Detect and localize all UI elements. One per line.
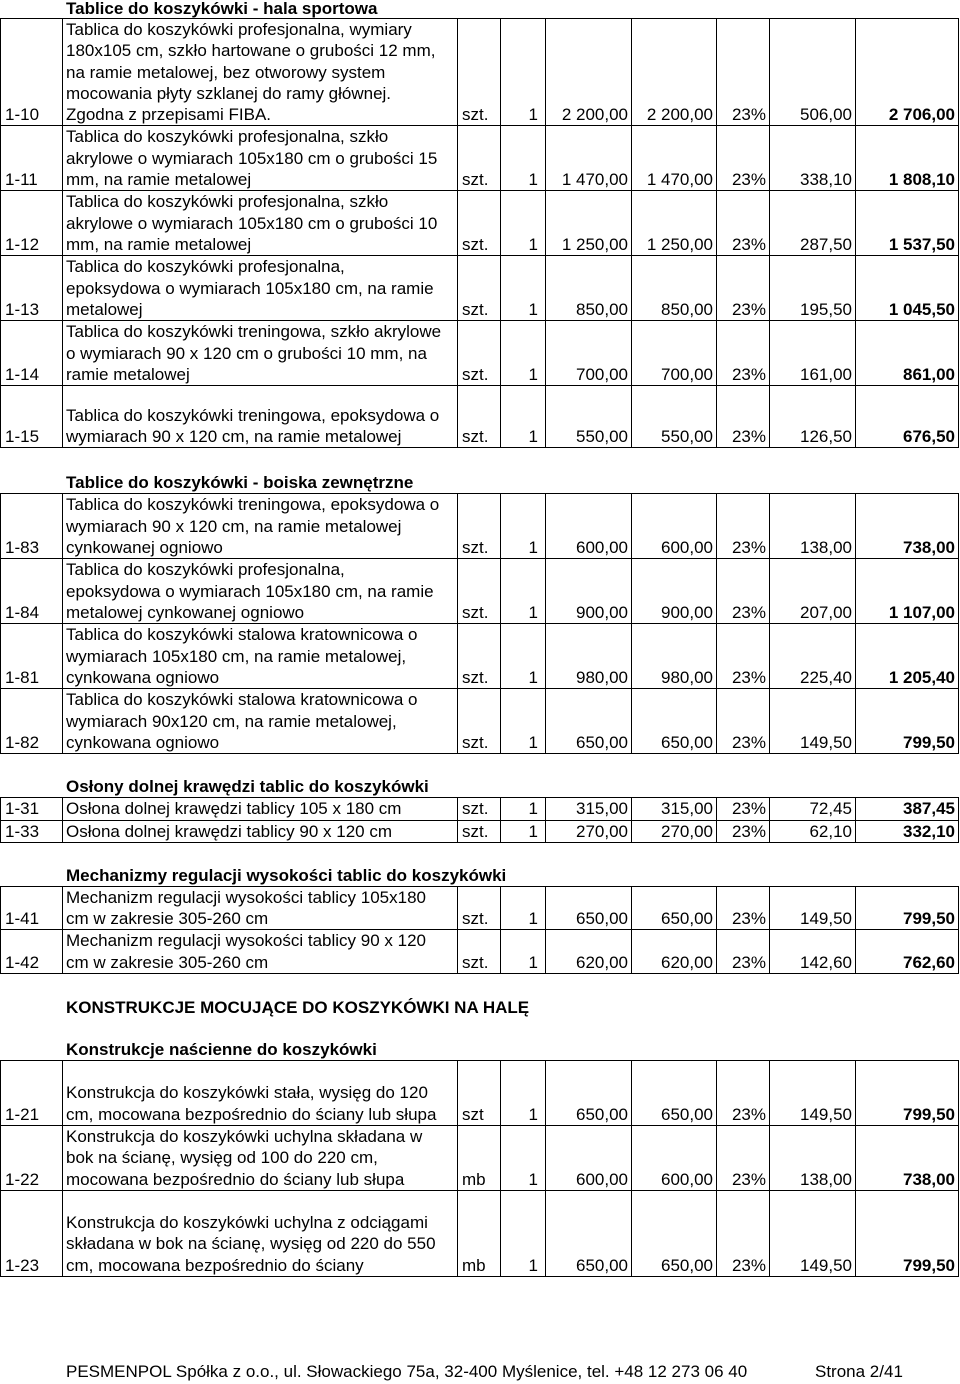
- unit-cell: szt: [458, 1061, 501, 1126]
- page-number: Strona 2/41: [815, 1362, 903, 1381]
- footer-company-info: PESMENPOL Spółka z o.o., ul. Słowackiego 75a, 32-400 Myślenice, tel. +48 12 273 06 40: [66, 1362, 748, 1381]
- description-line: Tablica do koszykówki treningowa, epoksydowa o: [66, 405, 440, 425]
- quantity-cell: 1: [501, 624, 546, 689]
- table-row: [1, 930, 959, 974]
- item-description: [63, 256, 458, 321]
- gross-value-cell: 799,50: [856, 689, 959, 754]
- vat-rate-cell: 23%: [717, 798, 770, 820]
- gross-value-cell: 2 706,00: [856, 19, 959, 126]
- description-line: Tablica do koszykówki treningowa, szkło akrylowe: [66, 322, 442, 342]
- unit-cell: szt.: [458, 820, 501, 842]
- item-description: [63, 321, 458, 386]
- gross-value-cell: 738,00: [856, 494, 959, 559]
- description-line: Osłona dolnej krawędzi tablicy 90 x 120 cm: [66, 821, 392, 841]
- price-list-table: [0, 886, 959, 974]
- group-heading: KONSTRUKCJE MOCUJĄCE DO KOSZYKÓWKI NA HALĘ: [66, 998, 530, 1018]
- unit-net-price-cell: 650,00: [546, 689, 632, 754]
- unit-cell: szt.: [458, 689, 501, 754]
- table-row: [1, 689, 959, 754]
- item-code: 1-42: [1, 930, 63, 974]
- vat-amount-cell: 161,00: [770, 321, 856, 386]
- quantity-cell: 1: [501, 930, 546, 974]
- vat-rate-cell: 23%: [717, 126, 770, 191]
- unit-net-price-cell: 650,00: [546, 886, 632, 930]
- net-value-cell: 1 250,00: [632, 191, 717, 256]
- quantity-cell: 1: [501, 820, 546, 842]
- description-line: cynkowana ogniowo: [66, 667, 220, 687]
- unit-net-price-cell: 700,00: [546, 321, 632, 386]
- description-line: Tablica do koszykówki profesjonalna, wymiary: [66, 20, 412, 39]
- item-code: 1-82: [1, 689, 63, 754]
- unit-net-price-cell: 980,00: [546, 624, 632, 689]
- description-line: cm w zakresie 305-260 cm: [66, 952, 269, 972]
- gross-value-cell: 1 045,50: [856, 256, 959, 321]
- quantity-cell: 1: [501, 689, 546, 754]
- item-code: 1-31: [1, 798, 63, 820]
- vat-rate-cell: 23%: [717, 930, 770, 974]
- vat-rate-cell: 23%: [717, 1126, 770, 1191]
- table-row: [1, 191, 959, 256]
- quantity-cell: 1: [501, 256, 546, 321]
- description-line: metalowej: [66, 300, 143, 320]
- gross-value-cell: 861,00: [856, 321, 959, 386]
- description-line: na ramie metalowej, bez otworowy system: [66, 62, 386, 82]
- vat-amount-cell: 287,50: [770, 191, 856, 256]
- section-spacer: [0, 754, 958, 776]
- gross-value-cell: 1 537,50: [856, 191, 959, 256]
- description-line: Mechanizm regulacji wysokości tablicy 90 x 120: [66, 931, 426, 951]
- description-line: 180x105 cm, szkło hartowane o grubości 12 mm,: [66, 41, 436, 61]
- item-description: [63, 559, 458, 624]
- vat-rate-cell: 23%: [717, 191, 770, 256]
- vat-rate-cell: 23%: [717, 886, 770, 930]
- item-description: [63, 19, 458, 126]
- unit-cell: szt.: [458, 930, 501, 974]
- net-value-cell: 2 200,00: [632, 19, 717, 126]
- section-spacer: [0, 1018, 958, 1039]
- item-description: [63, 191, 458, 256]
- table-row: [1, 798, 959, 820]
- unit-cell: szt.: [458, 321, 501, 386]
- item-description: [63, 689, 458, 754]
- quantity-cell: 1: [501, 1061, 546, 1126]
- table-row: [1, 820, 959, 842]
- net-value-cell: 600,00: [632, 494, 717, 559]
- unit-cell: szt.: [458, 191, 501, 256]
- quantity-cell: 1: [501, 191, 546, 256]
- item-code: 1-14: [1, 321, 63, 386]
- section-spacer: [0, 843, 958, 865]
- unit-net-price-cell: 550,00: [546, 386, 632, 448]
- vat-rate-cell: 23%: [717, 386, 770, 448]
- unit-cell: szt.: [458, 256, 501, 321]
- item-code: 1-81: [1, 624, 63, 689]
- unit-net-price-cell: 2 200,00: [546, 19, 632, 126]
- vat-rate-cell: 23%: [717, 689, 770, 754]
- quantity-cell: 1: [501, 386, 546, 448]
- description-line: wymiarach 90 x 120 cm, na ramie metalowej: [66, 516, 402, 536]
- unit-cell: szt.: [458, 886, 501, 930]
- gross-value-cell: 1 205,40: [856, 624, 959, 689]
- section-spacer: [0, 448, 958, 472]
- unit-net-price-cell: 270,00: [546, 820, 632, 842]
- description-line: akrylowe o wymiarach 105x180 cm o grubości 10: [66, 213, 438, 233]
- section-heading: Tablice do koszykówki - boiska zewnętrzne: [66, 473, 414, 493]
- description-line: Konstrukcja do koszykówki stała, wysięg do 120: [66, 1083, 428, 1103]
- vat-amount-cell: 138,00: [770, 1126, 856, 1191]
- description-line: mocowania płyty szklanej do ramy głównej.: [66, 83, 392, 103]
- item-description: [63, 1061, 458, 1126]
- item-code: 1-23: [1, 1191, 63, 1277]
- quantity-cell: 1: [501, 1191, 546, 1277]
- unit-cell: szt.: [458, 798, 501, 820]
- unit-net-price-cell: 1 250,00: [546, 191, 632, 256]
- vat-amount-cell: 72,45: [770, 798, 856, 820]
- net-value-cell: 650,00: [632, 1191, 717, 1277]
- quantity-cell: 1: [501, 126, 546, 191]
- net-value-cell: 850,00: [632, 256, 717, 321]
- table-row: [1, 1191, 959, 1277]
- unit-cell: mb: [458, 1191, 501, 1277]
- quantity-cell: 1: [501, 1126, 546, 1191]
- quantity-cell: 1: [501, 559, 546, 624]
- description-line: akrylowe o wymiarach 105x180 cm o grubości 15: [66, 148, 438, 168]
- description-line: metalowej cynkowanej ogniowo: [66, 602, 305, 622]
- description-line: Tablica do koszykówki profesjonalna,: [66, 257, 345, 277]
- item-code: 1-10: [1, 19, 63, 126]
- vat-amount-cell: 225,40: [770, 624, 856, 689]
- vat-rate-cell: 23%: [717, 19, 770, 126]
- description-line: epoksydowa o wymiarach 105x180 cm, na ramie: [66, 278, 434, 298]
- page-footer: [0, 1361, 960, 1383]
- net-value-cell: 650,00: [632, 1061, 717, 1126]
- net-value-cell: 620,00: [632, 930, 717, 974]
- vat-rate-cell: 23%: [717, 494, 770, 559]
- vat-rate-cell: 23%: [717, 1061, 770, 1126]
- price-list-table: [0, 493, 959, 754]
- unit-net-price-cell: 900,00: [546, 559, 632, 624]
- net-value-cell: 600,00: [632, 1126, 717, 1191]
- gross-value-cell: 1 808,10: [856, 126, 959, 191]
- vat-rate-cell: 23%: [717, 1191, 770, 1277]
- table-row: [1, 1061, 959, 1126]
- table-row: [1, 494, 959, 559]
- gross-value-cell: 799,50: [856, 886, 959, 930]
- vat-rate-cell: 23%: [717, 256, 770, 321]
- net-value-cell: 650,00: [632, 886, 717, 930]
- gross-value-cell: 387,45: [856, 798, 959, 820]
- item-description: [63, 494, 458, 559]
- item-description: [63, 820, 458, 842]
- unit-net-price-cell: 315,00: [546, 798, 632, 820]
- description-line: cynkowana ogniowo: [66, 732, 220, 752]
- unit-cell: szt.: [458, 624, 501, 689]
- description-line: Zgodna z przepisami FIBA.: [66, 105, 272, 125]
- description-line: składana w bok na ścianę, wysięg od 220 do 550: [66, 1234, 436, 1254]
- vat-amount-cell: 207,00: [770, 559, 856, 624]
- net-value-cell: 900,00: [632, 559, 717, 624]
- vat-amount-cell: 138,00: [770, 494, 856, 559]
- description-line: Tablica do koszykówki stalowa kratownicowa o: [66, 690, 418, 710]
- item-code: 1-83: [1, 494, 63, 559]
- item-description: [63, 624, 458, 689]
- description-line: Mechanizm regulacji wysokości tablicy 105x180: [66, 887, 426, 907]
- price-list-table: [0, 18, 959, 448]
- item-description: [63, 930, 458, 974]
- item-description: [63, 126, 458, 191]
- unit-net-price-cell: 650,00: [546, 1191, 632, 1277]
- vat-amount-cell: 126,50: [770, 386, 856, 448]
- vat-amount-cell: 142,60: [770, 930, 856, 974]
- description-line: mm, na ramie metalowej: [66, 235, 252, 255]
- section-heading: Mechanizmy regulacji wysokości tablic do koszykówki: [66, 865, 507, 885]
- net-value-cell: 700,00: [632, 321, 717, 386]
- vat-amount-cell: 62,10: [770, 820, 856, 842]
- vat-amount-cell: 149,50: [770, 1191, 856, 1277]
- quantity-cell: 1: [501, 886, 546, 930]
- description-line: o wymiarach 90 x 120 cm o grubości 10 mm, na: [66, 343, 427, 363]
- net-value-cell: 980,00: [632, 624, 717, 689]
- gross-value-cell: 332,10: [856, 820, 959, 842]
- table-row: [1, 1126, 959, 1191]
- description-line: wymiarach 90x120 cm, na ramie metalowej,: [66, 711, 397, 731]
- description-line: bok na ścianę, wysięg od 100 do 220 cm,: [66, 1148, 378, 1168]
- quantity-cell: 1: [501, 321, 546, 386]
- unit-net-price-cell: 620,00: [546, 930, 632, 974]
- price-list-table: [0, 1060, 959, 1277]
- vat-amount-cell: 149,50: [770, 1061, 856, 1126]
- item-code: 1-33: [1, 820, 63, 842]
- description-line: cm, mocowana bezpośrednio do ściany: [66, 1255, 364, 1275]
- gross-value-cell: 799,50: [856, 1191, 959, 1277]
- vat-rate-cell: 23%: [717, 559, 770, 624]
- unit-net-price-cell: 600,00: [546, 1126, 632, 1191]
- item-code: 1-21: [1, 1061, 63, 1126]
- item-code: 1-41: [1, 886, 63, 930]
- description-line: ramie metalowej: [66, 365, 190, 385]
- net-value-cell: 550,00: [632, 386, 717, 448]
- section-heading: Konstrukcje naścienne do koszykówki: [66, 1040, 377, 1060]
- gross-value-cell: 1 107,00: [856, 559, 959, 624]
- vat-rate-cell: 23%: [717, 624, 770, 689]
- net-value-cell: 315,00: [632, 798, 717, 820]
- gross-value-cell: 799,50: [856, 1061, 959, 1126]
- vat-amount-cell: 149,50: [770, 886, 856, 930]
- description-line: Tablica do koszykówki treningowa, epoksydowa o: [66, 495, 440, 515]
- vat-rate-cell: 23%: [717, 321, 770, 386]
- unit-cell: szt.: [458, 126, 501, 191]
- vat-rate-cell: 23%: [717, 820, 770, 842]
- item-code: 1-84: [1, 559, 63, 624]
- description-line: Konstrukcja do koszykówki uchylna z odciągami: [66, 1213, 428, 1233]
- unit-cell: szt.: [458, 559, 501, 624]
- item-code: 1-22: [1, 1126, 63, 1191]
- vat-amount-cell: 195,50: [770, 256, 856, 321]
- quantity-cell: 1: [501, 19, 546, 126]
- section-heading: Tablice do koszykówki - hala sportowa: [66, 0, 378, 18]
- description-line: Tablica do koszykówki profesjonalna, szkło: [66, 192, 389, 212]
- vat-amount-cell: 338,10: [770, 126, 856, 191]
- description-line: Tablica do koszykówki profesjonalna, szkło: [66, 127, 389, 147]
- table-row: [1, 386, 959, 448]
- description-line: Konstrukcja do koszykówki uchylna składana w: [66, 1127, 423, 1147]
- description-line: Tablica do koszykówki profesjonalna,: [66, 560, 345, 580]
- section-heading: Osłony dolnej krawędzi tablic do koszykówki: [66, 777, 429, 797]
- description-line: epoksydowa o wymiarach 105x180 cm, na ramie: [66, 581, 434, 601]
- item-description: [63, 386, 458, 448]
- item-description: [63, 1191, 458, 1277]
- description-line: Osłona dolnej krawędzi tablicy 105 x 180 cm: [66, 799, 402, 819]
- item-description: [63, 798, 458, 820]
- description-line: mocowana bezpośrednio do ściany lub słupa: [66, 1169, 405, 1189]
- description-line: Tablica do koszykówki stalowa kratownicowa o: [66, 625, 418, 645]
- table-row: [1, 559, 959, 624]
- unit-cell: szt.: [458, 19, 501, 126]
- unit-net-price-cell: 600,00: [546, 494, 632, 559]
- quantity-cell: 1: [501, 798, 546, 820]
- table-row: [1, 624, 959, 689]
- description-line: wymiarach 90 x 120 cm, na ramie metalowej: [66, 427, 402, 447]
- table-row: [1, 126, 959, 191]
- gross-value-cell: 738,00: [856, 1126, 959, 1191]
- table-row: [1, 321, 959, 386]
- unit-cell: mb: [458, 1126, 501, 1191]
- price-list-table: [0, 797, 959, 843]
- description-line: cm, mocowana bezpośrednio do ściany lub słupa: [66, 1104, 437, 1124]
- table-row: [1, 256, 959, 321]
- description-line: wymiarach 105x180 cm, na ramie metalowej,: [66, 646, 407, 666]
- item-code: 1-13: [1, 256, 63, 321]
- item-code: 1-12: [1, 191, 63, 256]
- quantity-cell: 1: [501, 494, 546, 559]
- gross-value-cell: 762,60: [856, 930, 959, 974]
- vat-amount-cell: 149,50: [770, 689, 856, 754]
- item-code: 1-15: [1, 386, 63, 448]
- table-row: [1, 886, 959, 930]
- unit-net-price-cell: 1 470,00: [546, 126, 632, 191]
- unit-cell: szt.: [458, 386, 501, 448]
- unit-net-price-cell: 850,00: [546, 256, 632, 321]
- description-line: mm, na ramie metalowej: [66, 170, 252, 190]
- net-value-cell: 650,00: [632, 689, 717, 754]
- vat-amount-cell: 506,00: [770, 19, 856, 126]
- item-description: [63, 886, 458, 930]
- item-code: 1-11: [1, 126, 63, 191]
- net-value-cell: 270,00: [632, 820, 717, 842]
- section-spacer: [0, 974, 958, 997]
- description-line: cynkowanej ogniowo: [66, 537, 223, 557]
- description-line: cm w zakresie 305-260 cm: [66, 909, 269, 929]
- unit-net-price-cell: 650,00: [546, 1061, 632, 1126]
- gross-value-cell: 676,50: [856, 386, 959, 448]
- net-value-cell: 1 470,00: [632, 126, 717, 191]
- item-description: [63, 1126, 458, 1191]
- table-row: [1, 19, 959, 126]
- unit-cell: szt.: [458, 494, 501, 559]
